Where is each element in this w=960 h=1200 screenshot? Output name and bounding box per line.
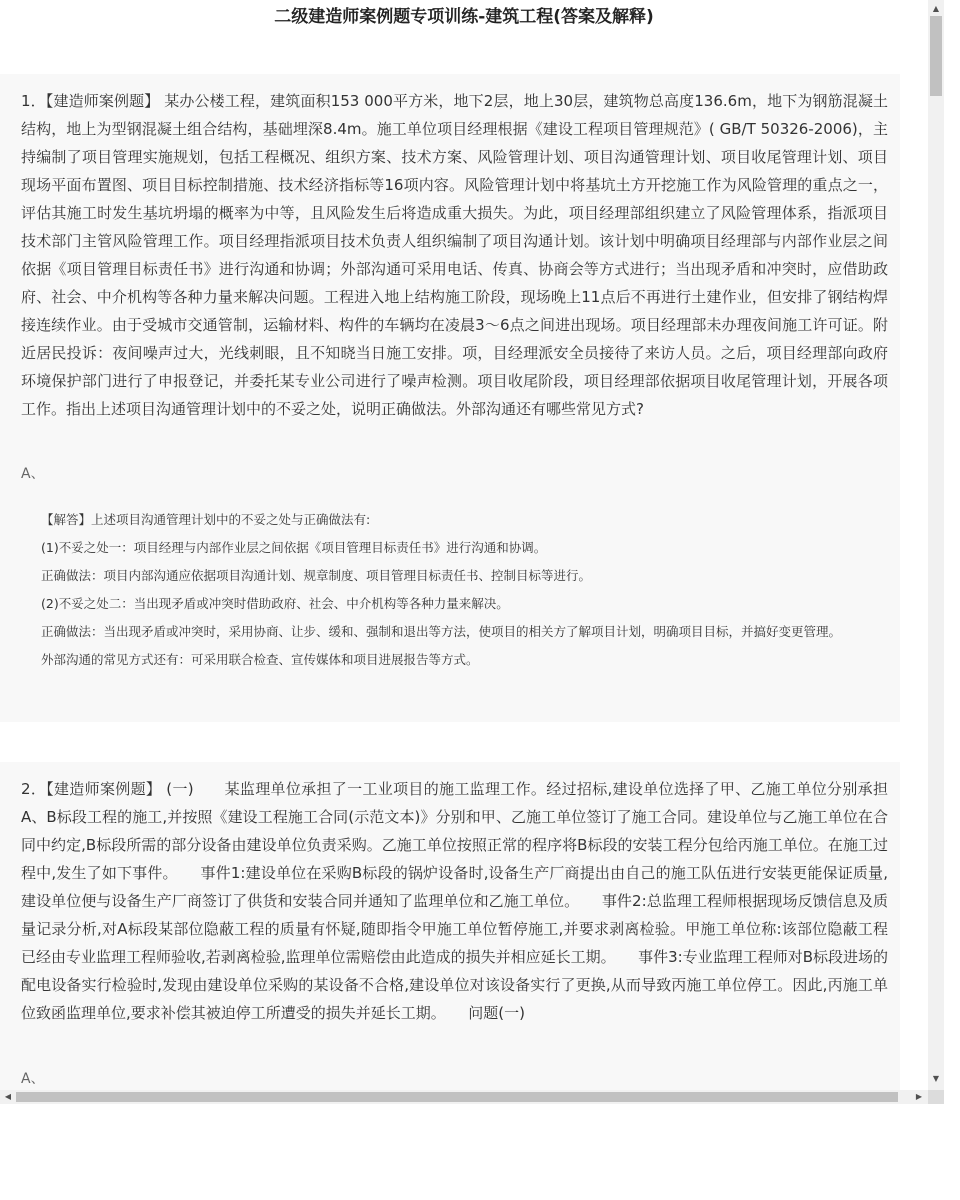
answer-line: (2)不妥之处二：当出现矛盾或冲突时借助政府、社会、中介机构等各种力量来解决。 xyxy=(41,596,509,611)
question-1-option-a: A、 xyxy=(21,466,45,482)
scroll-left-arrow-icon[interactable]: ◀ xyxy=(4,1092,12,1101)
scrollbar-corner xyxy=(928,1090,944,1104)
answer-line: 【解答】上述项目沟通管理计划中的不妥之处与正确做法有: xyxy=(41,512,371,527)
answer-line: 正确做法：当出现矛盾或冲突时，采用协商、让步、缓和、强制和退出等方法，使项目的相关方了解项目计划，明确项目目标，并搞好变更管理。 xyxy=(41,624,842,639)
scroll-down-arrow-icon[interactable]: ▼ xyxy=(932,1074,940,1083)
page-title: 二级建造师案例题专项训练-建筑工程(答案及解释) xyxy=(274,7,654,27)
answer-line: (1)不妥之处一：项目经理与内部作业层之间依据《项目管理目标责任书》进行沟通和协调。 xyxy=(41,540,547,555)
question-1-text: 1．【建造师案例题】 某办公楼工程，建筑面积153 000平方米，地下2层，地上30层，建筑物总高度136.6m，地下为钢筋混凝土结构，地上为型钢混凝土组合结构，基础埋深8.4m。施工单位项目经理根据《建设工程项目管理规范》( GB/T 50326-2006)，主持编制了项目管理实施规划，包括工程概况、组织方案、技术方案、风险管理计划、项目沟通管理计划、项目收尾管理计划、项目现场平面布置图、项目目标控制措施、技术经济指标等16项内容。风险管理计划中将基坑土方开挖施工作为风险管理的重点之一，评估其施工时发生基坑坍塌的概率为中等，且风险发生后将造成重大损失。为此，项目经理部组织建立了风险管理体系，指派项目技术部门主管风险管理工作。项目经理指派项目技术负责人组织编制了项目沟通计划。该计划中明确项目经理部与内部作业层之间依据《项目管理目标责任书》进行沟通和协调；外部沟通可采用电话、传真、协商会等方式进行；当出现矛盾和冲突时，应借助政府、社会、中介机构等各种力量来解决问题。工程进入地上结构施工阶段，现场晚上11点后不再进行土建作业，但安排了钢结构焊接连续作业。由于受城市交通管制，运输材料、构件的车辆均在凌晨3～6点之间进出现场。项目经理部未办理夜间施工许可证。附近居民投诉：夜间噪声过大，光线刺眼，且不知晓当日施工安排。项，目经理派安全员接待了来访人员。之后，项目经理部向政府环境保护部门进行了申报登记，并委托某专业公司进行了噪声检测。项目收尾阶段，项目经理部依据项目收尾管理计划，开展各项工作。指出上述项目沟通管理计划中的不妥之处，说明正确做法。外部沟通还有哪些常见方式? xyxy=(21,92,888,418)
question-1-answer xyxy=(41,506,881,674)
vertical-scrollbar[interactable] xyxy=(928,0,944,1090)
question-2-text: 2．【建造师案例题】 (一) 某监理单位承担了一工业项目的施工监理工作。经过招标,建设单位选择了甲、乙施工单位分别承担A、B标段工程的施工,并按照《建设工程施工合同(示范文本)》分别和甲、乙施工单位签订了施工合同。建设单位与乙施工单位在合同中约定,B标段所需的部分设备由建设单位负责采购。乙施工单位按照正常的程序将B标段的安装工程分包给丙施工单位。在施工过程中,发生了如下事件。 事件1:建设单位在采购B标段的锅炉设备时,设备生产厂商提出由自己的施工队伍进行安装更能保证质量,建设单位便与设备生产厂商签订了供货和安装合同并通知了监理单位和乙施工单位。 事件2:总监理工程师根据现场反馈信息及质量记录分析,对A标段某部位隐蔽工程的质量有怀疑,随即指令甲施工单位暂停施工,并要求剥离检验。甲施工单位称:该部位隐蔽工程已经由专业监理工程师验收,若剥离检验,监理单位需赔偿由此造成的损失并相应延长工期。 事件3:专业监理工程师对B标段进场的配电设备实行检验时,发现由建设单位采购的某设备不合格,建设单位对该设备实行了更换,从而导致丙施工单位停工。因此,丙施工单位致函监理单位,要求补偿其被迫停工所遭受的损失并延长工期。 问题(一) xyxy=(21,780,888,1022)
question-card-2 xyxy=(0,762,900,1090)
answer-line: 正确做法：项目内部沟通应依据项目沟通计划、规章制度、项目管理目标责任书、控制目标等进行。 xyxy=(41,568,592,583)
answer-line: 外部沟通的常见方式还有：可采用联合检查、宣传媒体和项目进展报告等方式。 xyxy=(41,652,479,667)
scroll-right-arrow-icon[interactable]: ▶ xyxy=(915,1092,923,1101)
vertical-scroll-thumb[interactable] xyxy=(930,16,942,96)
scroll-up-arrow-icon[interactable]: ▲ xyxy=(932,4,940,13)
question-card-1 xyxy=(0,74,900,722)
horizontal-scroll-thumb[interactable] xyxy=(16,1092,898,1102)
question-2-option-a: A、 xyxy=(21,1071,45,1087)
